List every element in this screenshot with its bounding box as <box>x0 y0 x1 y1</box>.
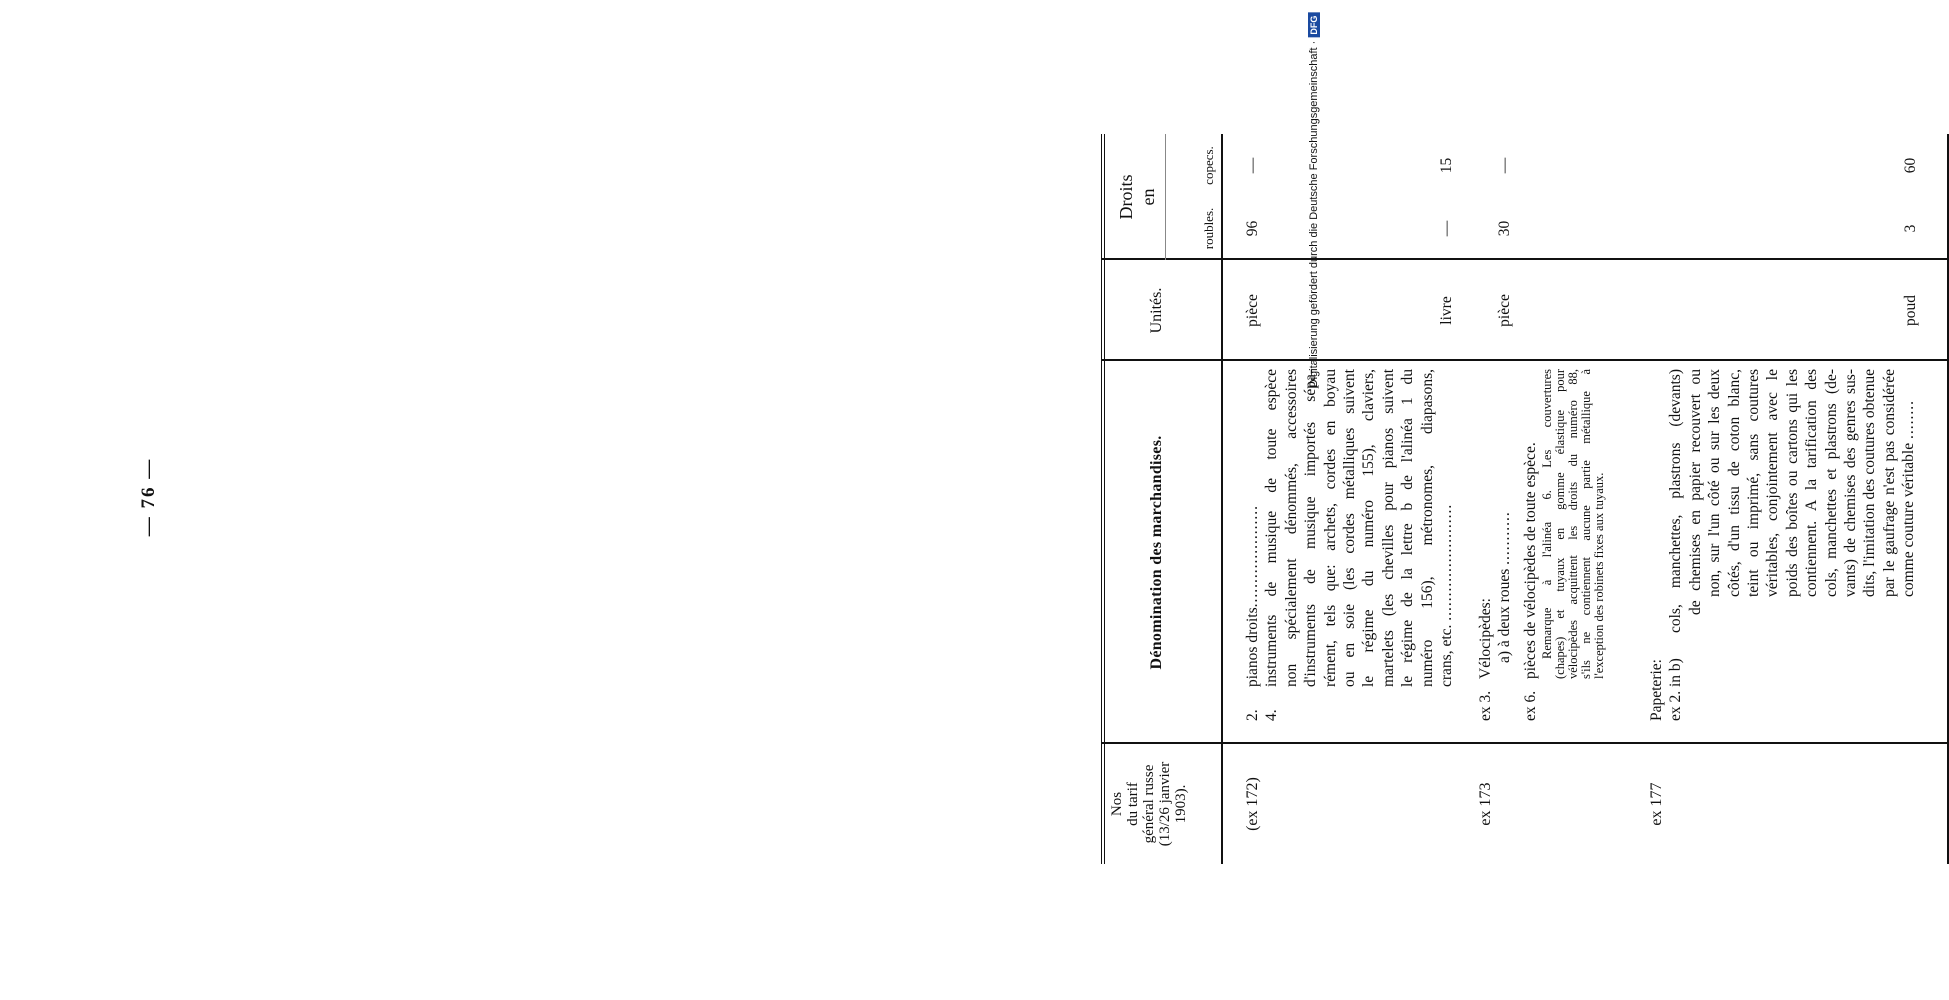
item-label: ex 3. <box>1477 690 1494 721</box>
unit-value: poud <box>1902 295 1919 326</box>
header-tarif <box>1109 744 1189 864</box>
text-line: teint ou imprimé, sans coutures <box>1745 369 1763 597</box>
roubles-value: 3 <box>1902 224 1919 233</box>
remark-line: l'exception des robinets fixes aux tuyaux. <box>1592 472 1607 679</box>
text-line: d'instruments de musique importés sépa- <box>1302 369 1320 687</box>
item-text: Vélocipèdes: <box>1477 598 1494 679</box>
header-tarif-line: Nos <box>1109 791 1125 817</box>
header-tarif-line: général russe <box>1141 764 1157 844</box>
text-line: le régime de la lettre b de l'alinéa 1 du <box>1399 369 1417 687</box>
droits-subdivider <box>1165 134 1166 260</box>
roubles-value: — <box>1438 220 1455 237</box>
dfg-logo: DFG <box>1308 13 1320 38</box>
text-line: poids des boîtes ou cartons qui les <box>1783 369 1801 597</box>
tariff-table <box>1101 134 1949 864</box>
text-line: côtés, d'un tissu de coton blanc, <box>1725 369 1743 597</box>
item-line <box>1521 369 1540 721</box>
roubles-value: 30 <box>1496 220 1513 237</box>
header-droits-line: en <box>1138 188 1158 206</box>
leader-dots: ........... <box>1496 511 1514 565</box>
row-number: ex 173 <box>1477 782 1494 826</box>
item-text <box>1243 369 1262 687</box>
text-line-value: crans, etc. <box>1438 624 1456 687</box>
header-droits <box>1115 134 1159 260</box>
unit-value: pièce <box>1496 294 1513 327</box>
section-title: Papeterie: <box>1648 659 1665 721</box>
header-tarif-line: 1903). <box>1173 784 1189 824</box>
text-line: cols, manchettes et plastrons (de- <box>1822 369 1840 597</box>
text-line: dits, l'imitation des coutures obtenue <box>1861 369 1879 597</box>
remark-line: vélocipèdes acquittent les droits du numéro 88, <box>1566 369 1581 679</box>
row-description <box>1476 369 1606 721</box>
item-label: 2. <box>1244 709 1261 721</box>
unit-value: pièce <box>1244 294 1261 327</box>
item-text <box>1262 369 1456 687</box>
header-unites: Unités. <box>1148 287 1165 334</box>
remark <box>1541 369 1606 721</box>
column-divider <box>1101 359 1949 361</box>
column-divider <box>1101 258 1949 260</box>
item-block <box>1666 369 1918 759</box>
text-line: martelets (les chevilles pour pianos suivent <box>1379 369 1397 687</box>
text-line: ou en soie (les cordes métalliques suivent <box>1341 369 1359 687</box>
item-label: ex 6. <box>1521 690 1539 721</box>
leader-dots: ........................ <box>1438 503 1456 621</box>
text-line: de chemises en papier recouvert ou <box>1686 369 1704 615</box>
row-number: ex 177 <box>1648 782 1665 826</box>
item-text <box>1666 369 1918 635</box>
item-label: 4. <box>1263 709 1281 721</box>
item-label: ex 2. in b) <box>1667 658 1685 721</box>
page-number-text: — 76 — <box>138 457 159 537</box>
text-line: non, sur l'un côté ou sur les deux <box>1706 369 1724 597</box>
text-line: contiennent. A la tarification des <box>1803 369 1821 597</box>
remark-line: s'ils ne contiennent aucune partie métallique à <box>1579 369 1594 679</box>
item-line <box>1476 369 1495 721</box>
text-line: vants) de chemises des genres sus- <box>1842 369 1860 597</box>
text-line: non spécialement dénommés, accessoires <box>1282 369 1300 687</box>
copecs-value: — <box>1244 157 1261 174</box>
header-tarif-line: (13/26 janvier <box>1157 761 1173 847</box>
copecs-value: 60 <box>1902 157 1919 174</box>
text-line: par le gaufrage n'est pas considérée <box>1880 369 1898 597</box>
header-divider <box>1221 134 1223 864</box>
item-text: a) à deux roues <box>1496 568 1514 663</box>
text-line: instruments de musique de toute espèce <box>1263 369 1281 687</box>
row-description <box>1647 369 1919 759</box>
item-line <box>1495 369 1514 721</box>
row-description <box>1243 369 1456 721</box>
text-line <box>1899 369 1918 633</box>
text-line: véritables, conjointement avec le <box>1764 369 1782 597</box>
leader-dots: ........ <box>1900 400 1918 440</box>
text-line: cols, manchettes, plastrons (devants) <box>1667 369 1685 633</box>
watermark-text: Digitalisierung gefördert durch die Deutsche Forschungsgemeinschaft · <box>1308 40 1320 388</box>
unit-value: livre <box>1438 296 1455 325</box>
text-line-value: comme couture véritable <box>1900 442 1918 597</box>
header-tarif-line: du tarif <box>1125 782 1141 826</box>
item-block <box>1262 369 1456 721</box>
copecs-value: — <box>1496 157 1513 174</box>
header-roubles: roubles. <box>1201 207 1216 250</box>
leader-dots: ..................... <box>1244 504 1261 608</box>
roubles-value: 96 <box>1244 220 1261 237</box>
remark-line: (chapes) et tuyaux en gomme élastique pour <box>1553 369 1568 679</box>
text-line: le régime du numéro 155), claviers, <box>1360 369 1378 687</box>
remark-line: Remarque à l'alinéa 6. Les couvertures <box>1540 369 1555 659</box>
copecs-value: 15 <box>1438 157 1455 174</box>
text-line: numéro 156), métronomes, diapasons, <box>1418 369 1436 687</box>
row-number: (ex 172) <box>1244 777 1261 831</box>
item-text-value: pianos droits <box>1244 607 1261 687</box>
item-text: pièces de vélocipèdes de toute espèce. <box>1521 442 1539 679</box>
header-copecs: copecs. <box>1201 146 1216 185</box>
text-line <box>1437 369 1456 687</box>
header-denomination: Dénomination des marchandises. <box>1148 435 1165 670</box>
item-line <box>1243 369 1262 721</box>
text-line: rément, tels que: archets, cordes en boyau <box>1321 369 1339 687</box>
header-droits-line: Droits <box>1116 174 1136 220</box>
